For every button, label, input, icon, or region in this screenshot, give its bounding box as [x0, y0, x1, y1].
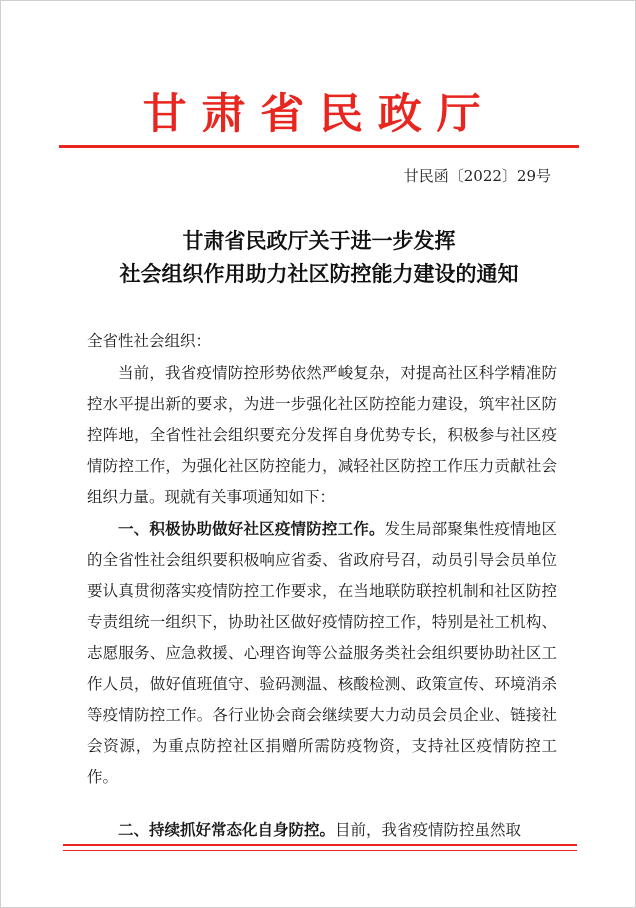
- footer-red-rule-thin: [63, 850, 577, 851]
- salutation: 全省性社会组织：: [87, 332, 212, 350]
- section-2-heading: 二、持续抓好常态化自身防控。: [118, 821, 336, 839]
- paragraph-section-1: [87, 514, 557, 793]
- section-2-text: 目前，我省疫情防控虽然取: [335, 821, 522, 839]
- letterhead-title: 甘肃省民政厅: [142, 89, 496, 138]
- document-title-line-2: 社会组织作用助力社区防控能力建设的通知: [119, 262, 519, 286]
- letterhead-red-rule: [59, 145, 579, 148]
- section-1-heading: 一、积极协助做好社区疫情防控工作。: [118, 520, 385, 538]
- paragraph-intro: 当前，我省疫情防控形势依然严峻复杂，对提高社区科学精准防控水平提出新的要求，为进一步强化社区防控能力建设，筑牢社区防控阵地，全省性社会组织要充分发挥自身优势专长，积极参与社区疫情防控工作，为强化社区防控能力，减轻社区防控工作压力贡献社会组织力量。现就有关事项通知如下：: [87, 364, 557, 506]
- footer-red-rule-thick: [63, 844, 577, 846]
- section-1-text: 发生局部聚集性疫情地区的全省性社会组织要积极响应省委、省政府号召，动员引导会员单位要认真贯彻落实疫情防控工作要求，在当地联防联控机制和社区防控专责组统一组织下，协助社区做好疫情防控工作，特别是社工机构、志愿服务、应急救援、心理咨询等公益服务类社会组织要协助社区工作人员，做好值班值守、验码测温、核酸检测、政策宣传、环境消杀等疫情防控工作。各行业协会商会继续要大力动员会员企业、链接社会资源，为重点防控社区捐赠所需防疫物资，支持社区疫情防控工作。: [87, 520, 557, 786]
- paragraph-section-2: [87, 815, 557, 846]
- document-title-line-1: 甘肃省民政厅关于进一步发挥: [182, 229, 456, 253]
- document-number: 甘民函〔2022〕29号: [403, 167, 551, 185]
